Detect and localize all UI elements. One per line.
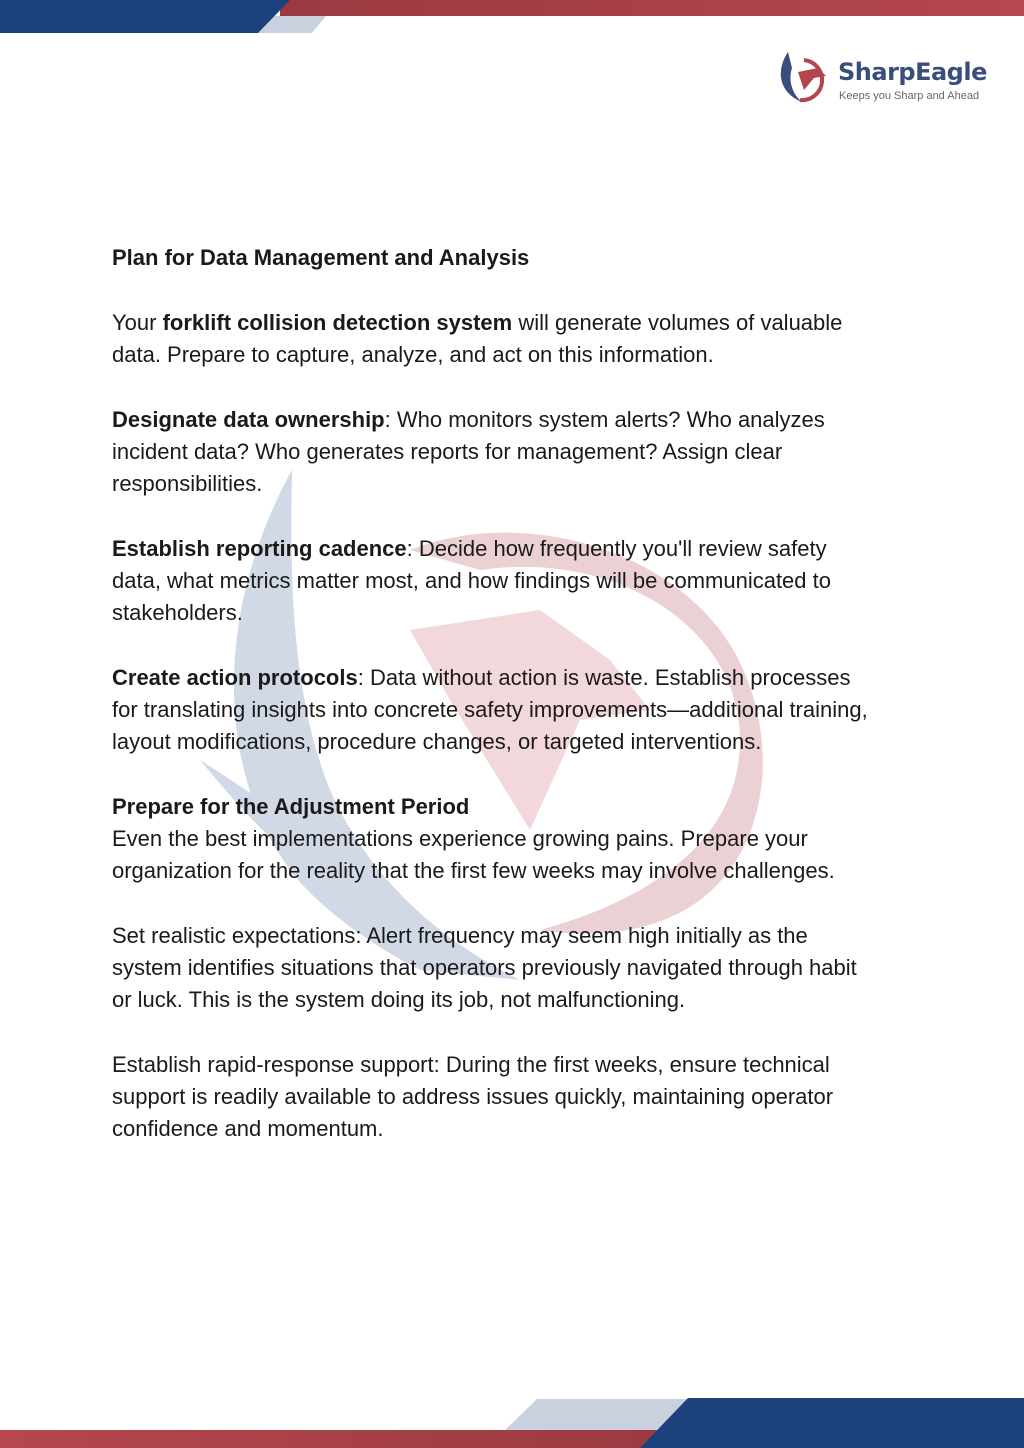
logo xyxy=(774,50,834,111)
item-data-ownership: Designate data ownership: Who monitors system alerts? Who analyzes incident data? Who generates reports for management? Assign clear responsibilities. xyxy=(112,407,825,496)
logo-tagline: Keeps you Sharp and Ahead xyxy=(839,90,980,102)
adjustment-section: Prepare for the Adjustment Period Even the best implementations experience growing pains. Prepare your organization for the reality that the first few weeks may involve challenges. xyxy=(112,794,835,883)
eagle-logo-icon xyxy=(774,50,834,106)
document-body xyxy=(112,242,872,1178)
intro-paragraph: Your forklift collision detection system will generate volumes of valuable data. Prepare to capture, analyze, and act on this information. xyxy=(112,310,843,367)
item-reporting-cadence: Establish reporting cadence: Decide how frequently you'll review safety data, what metrics matter most, and how findings will be communicated to stakeholders. xyxy=(112,536,831,625)
header-band xyxy=(0,0,1024,34)
support-paragraph: Establish rapid-response support: During the first weeks, ensure technical support is readily available to address issues quickly, maintaining operator confidence and momentum. xyxy=(112,1052,834,1141)
section-heading: Plan for Data Management and Analysis xyxy=(112,245,530,270)
item-action-protocols: Create action protocols: Data without action is waste. Establish processes for translating insights into concrete safety improvements—additional training, layout modifications, procedure changes, or targeted interventions. xyxy=(112,665,868,754)
footer-band xyxy=(0,1398,1024,1448)
expectations-paragraph: Set realistic expectations: Alert frequency may seem high initially as the system identifies situations that operators previously navigated through habit or luck. This is the system doing its job, not malfunctioning. xyxy=(112,923,857,1012)
logo-name: SharpEagle xyxy=(838,58,987,86)
